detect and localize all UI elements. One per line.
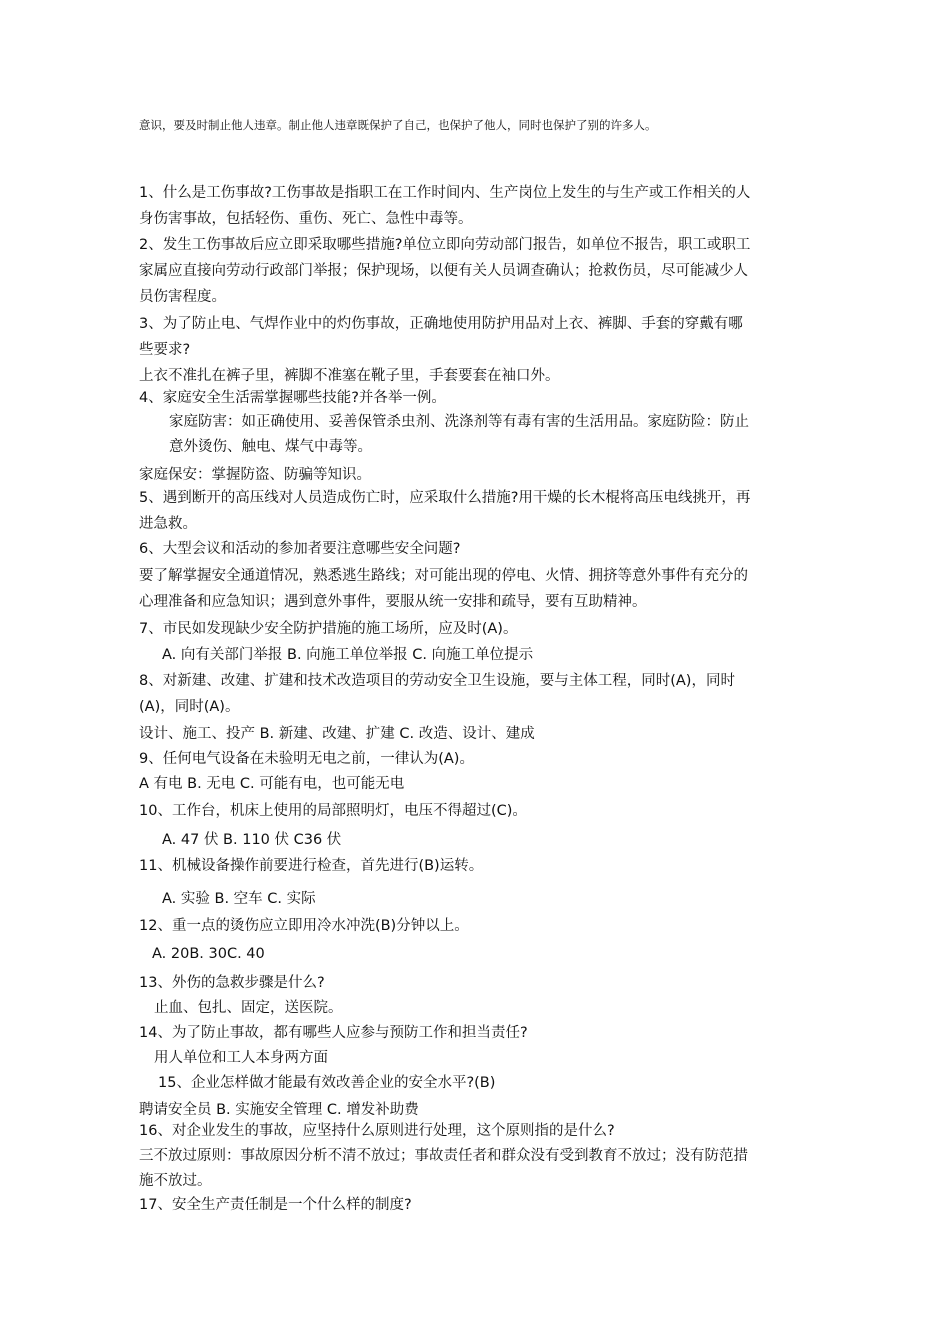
q8-line-2: (A)，同时(A)。 bbox=[139, 699, 240, 715]
q14-question: 14、为了防止事故，都有哪些人应参与预防工作和担当责任? bbox=[139, 1025, 528, 1041]
q8-options: 设计、施工、投产 B. 新建、改建、扩建 C. 改造、设计、建成 bbox=[139, 726, 535, 742]
q9-question: 9、任何电气设备在未验明无电之前，一律认为(A)。 bbox=[139, 751, 474, 767]
q2-line-1: 2、发生工伤事故后应立即采取哪些措施?单位立即向劳动部门报告，如单位不报告，职工或职工 bbox=[139, 237, 751, 253]
q2-line-2: 家属应直接向劳动行政部门举报；保护现场，以便有关人员调查确认；抢救伤员，尽可能减少人 bbox=[139, 263, 748, 279]
q4-question: 4、家庭安全生活需掌握哪些技能?并各举一例。 bbox=[139, 390, 446, 406]
q15-question: 15、企业怎样做才能最有效改善企业的安全水平?(B) bbox=[158, 1075, 496, 1091]
q7-question: 7、市民如发现缺少安全防护措施的施工场所，应及时(A)。 bbox=[139, 621, 518, 637]
q16-answer-line-2: 施不放过。 bbox=[139, 1173, 212, 1189]
q8-line-1: 8、对新建、改建、扩建和技术改造项目的劳动安全卫生设施，要与主体工程，同时(A)，同时 bbox=[139, 673, 735, 689]
q17-question: 17、安全生产责任制是一个什么样的制度? bbox=[139, 1197, 412, 1213]
q4-answer-line-2: 意外烫伤、触电、煤气中毒等。 bbox=[169, 439, 372, 455]
q1-line-2: 身伤害事故，包括轻伤、重伤、死亡、急性中毒等。 bbox=[139, 211, 473, 227]
q10-options: A. 47 伏 B. 110 伏 C36 伏 bbox=[162, 832, 342, 848]
q6-answer-line-2: 心理准备和应急知识；遇到意外事件，要服从统一安排和疏导，要有互助精神。 bbox=[139, 594, 647, 610]
q1-line-1: 1、什么是工伤事故?工伤事故是指职工在工作时间内、生产岗位上发生的与生产或工作相关的人 bbox=[139, 185, 751, 201]
q3-answer: 上衣不准扎在裤子里，裤脚不准塞在靴子里，手套要套在袖口外。 bbox=[139, 368, 560, 384]
intro-line: 意识，要及时制止他人违章。制止他人违章既保护了自己，也保护了他人，同时也保护了别的许多人。 bbox=[139, 118, 657, 132]
q12-question: 12、重一点的烫伤应立即用冷水冲洗(B)分钟以上。 bbox=[139, 918, 469, 934]
q3-line-1: 3、为了防止电、气焊作业中的灼伤事故，正确地使用防护用品对上衣、裤脚、手套的穿戴有哪 bbox=[139, 316, 743, 332]
q4-answer-line-1: 家庭防害：如正确使用、妥善保管杀虫剂、洗涤剂等有毒有害的生活用品。家庭防险：防止 bbox=[169, 414, 749, 430]
q3-line-2: 些要求? bbox=[139, 342, 191, 358]
q16-answer-line-1: 三不放过原则：事故原因分析不清不放过；事故责任者和群众没有受到教育不放过；没有防范措 bbox=[139, 1148, 748, 1164]
q6-question: 6、大型会议和活动的参加者要注意哪些安全问题? bbox=[139, 541, 461, 557]
q11-options: A. 实验 B. 空车 C. 实际 bbox=[162, 891, 316, 907]
q10-question: 10、工作台，机床上使用的局部照明灯，电压不得超过(C)。 bbox=[139, 803, 527, 819]
q12-options: A. 20B. 30C. 40 bbox=[152, 946, 265, 962]
q2-line-3: 员伤害程度。 bbox=[139, 289, 226, 305]
q5-line-1: 5、遇到断开的高压线对人员造成伤亡时，应采取什么措施?用干燥的长木棍将高压电线挑开，再 bbox=[139, 490, 751, 506]
q11-question: 11、机械设备操作前要进行检查，首先进行(B)运转。 bbox=[139, 858, 484, 874]
q16-question: 16、对企业发生的事故，应坚持什么原则进行处理，这个原则指的是什么? bbox=[139, 1123, 615, 1139]
q13-answer: 止血、包扎、固定，送医院。 bbox=[154, 1000, 343, 1016]
q9-options: A 有电 B. 无电 C. 可能有电，也可能无电 bbox=[139, 776, 405, 792]
q14-answer: 用人单位和工人本身两方面 bbox=[154, 1050, 328, 1066]
q5-line-2: 进急救。 bbox=[139, 516, 197, 532]
q7-options: A. 向有关部门举报 B. 向施工单位举报 C. 向施工单位提示 bbox=[162, 647, 534, 663]
q13-question: 13、外伤的急救步骤是什么? bbox=[139, 975, 325, 991]
q6-answer-line-1: 要了解掌握安全通道情况，熟悉逃生路线；对可能出现的停电、火情、拥挤等意外事件有充分的 bbox=[139, 568, 748, 584]
q15-options: 聘请安全员 B. 实施安全管理 C. 增发补助费 bbox=[139, 1102, 419, 1118]
q4-answer-line-3: 家庭保安：掌握防盗、防骗等知识。 bbox=[139, 467, 371, 483]
